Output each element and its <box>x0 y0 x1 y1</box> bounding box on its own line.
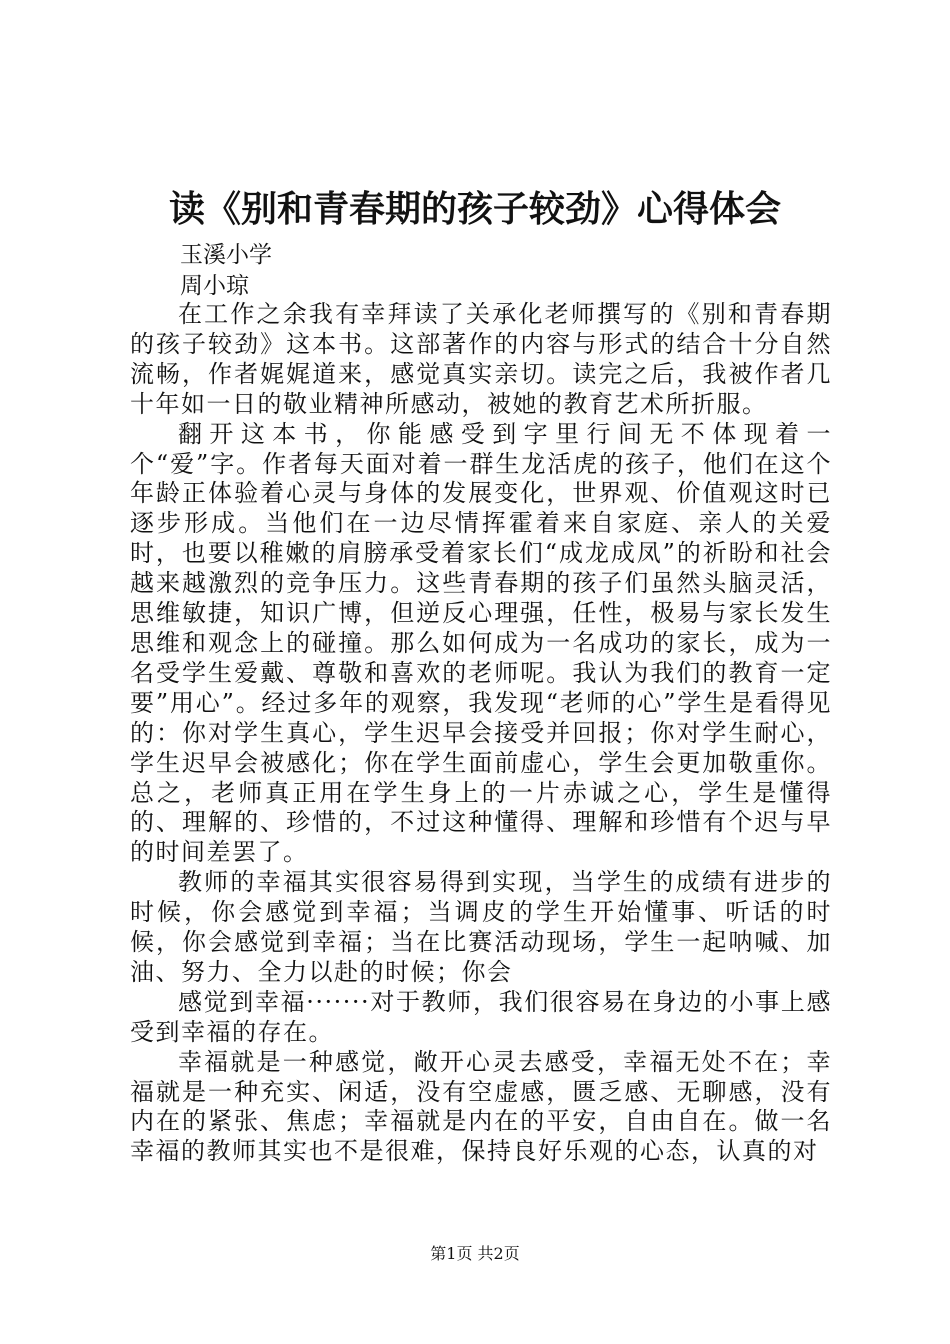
page-number-footer: 第1页 共2页 <box>430 1244 520 1263</box>
paragraph: 在工作之余我有幸拜读了关承化老师撰写的《别和青春期的孩子较劲》这本书。这部著作的内容与形式的结合十分自然流畅，作者娓娓道来，感觉真实亲切。读完之后，我被作者几十年如一日的敬业精神所感动，被她的教育艺术所折服。 <box>130 300 832 418</box>
paragraph: 幸福就是一种感觉，敞开心灵去感受，幸福无处不在；幸福就是一种充实、闲适，没有空虚感，匮乏感、无聊感，没有内在的紧张、焦虑；幸福就是内在的平安，自由自在。做一名幸福的教师其实也不是很难，保持良好乐观的心态，认真的对 <box>130 1047 832 1166</box>
paragraph: 教师的幸福其实很容易得到实现，当学生的成绩有进步的时候，你会感觉到幸福；当调皮的学生开始懂事、听话的时候，你会感觉到幸福；当在比赛活动现场，学生一起呐喊、加油、努力、全力以赴的时候；你会 <box>130 868 832 986</box>
paragraph: 感觉到幸福·······对于教师，我们很容易在身边的小事上感受到幸福的存在。 <box>130 987 832 1046</box>
author-name: 周小琼 <box>180 273 249 299</box>
document-title: 读《别和青春期的孩子较劲》心得体会 <box>168 188 781 230</box>
document-body <box>130 300 832 1167</box>
paragraph: 翻开这本书，你能感受到字里行间无不体现着一个“爱”字。作者每天面对着一群生龙活虎的孩子，他们在这个年龄正体验着心灵与身体的发展变化，世界观、价值观这时已逐步形成。当他们在一边尽情挥霍着来自家庭、亲人的关爱时，也要以稚嫩的肩膀承受着家长们“成龙成凤”的祈盼和社会越来越激烈的竞争压力。这些青春期的孩子们虽然头脑灵活，思维敏捷，知识广博，但逆反心理强，任性，极易与家长发生思维和观念上的碰撞。那么如何成为一名成功的家长，成为一名受学生爱戴、尊敬和喜欢的老师呢。我认为我们的教育一定要”用心”。经过多年的观察，我发现“老师的心”学生是看得见的：你对学生真心，学生迟早会接受并回报；你对学生耐心，学生迟早会被感化；你在学生面前虚心，学生会更加敬重你。总之，老师真正用在学生身上的一片赤诚之心，学生是懂得的、理解的、珍惜的，不过这种懂得、理解和珍惜有个迟与早的时间差罢了。 <box>130 419 832 867</box>
school-name: 玉溪小学 <box>180 242 272 268</box>
